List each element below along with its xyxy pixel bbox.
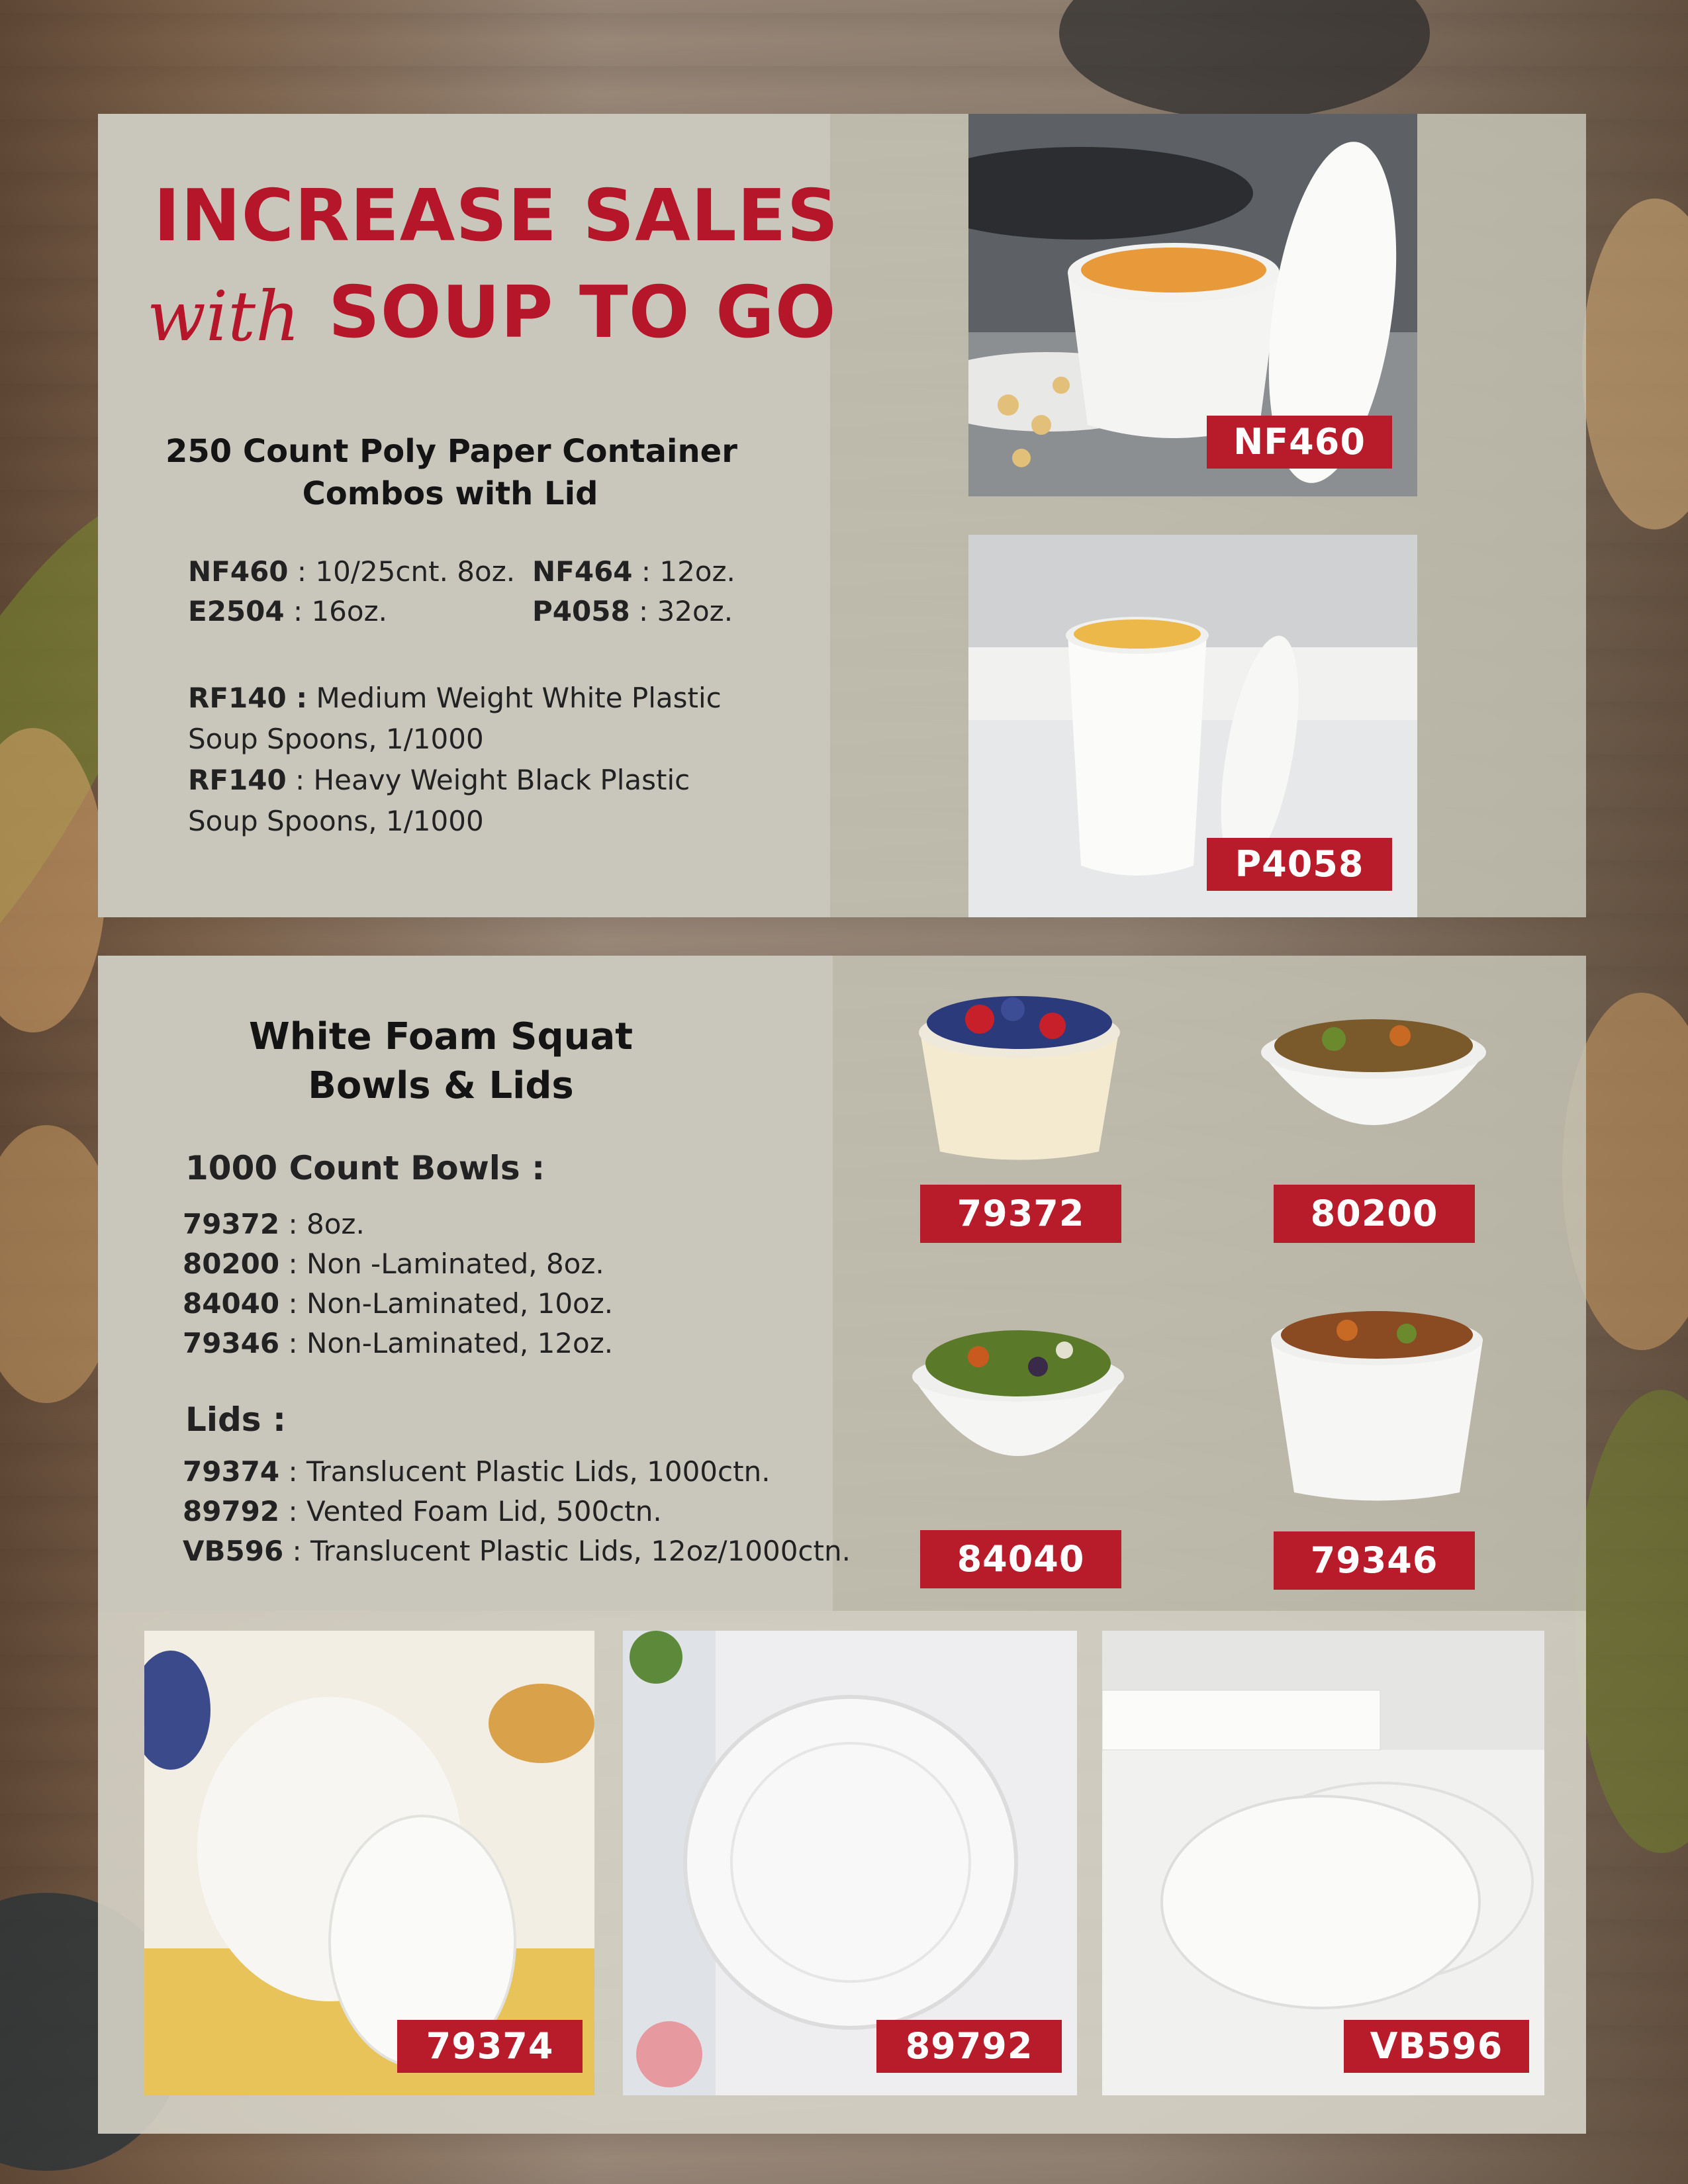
lids-list — [183, 1452, 851, 1571]
bowl-84040-salad — [906, 1317, 1131, 1516]
item-code: 79372 — [183, 1208, 280, 1240]
item-desc: : Non -Laminated, 8oz. — [279, 1248, 604, 1280]
tag-p4058: P4058 — [1207, 838, 1392, 891]
spoon-item-medium — [188, 678, 722, 719]
bowl-80200-stew — [1254, 999, 1493, 1171]
item-code: 79346 — [183, 1327, 280, 1359]
item-desc: : Non-Laminated, 12oz. — [279, 1327, 614, 1359]
section1-item-nf460 — [188, 552, 515, 592]
item-code: NF464 — [532, 555, 633, 588]
bowl-79372-berries — [907, 986, 1132, 1171]
bowls-list — [183, 1205, 613, 1363]
item-desc: : 12oz. — [632, 555, 735, 588]
item-desc: : 8oz. — [279, 1208, 365, 1240]
lid-item-89792 — [183, 1492, 851, 1531]
item-code: VB596 — [183, 1535, 284, 1567]
lids-heading: Lids : — [185, 1400, 286, 1439]
bowl-item-84040 — [183, 1284, 613, 1324]
item-code: P4058 — [532, 595, 630, 627]
tag-nf460: NF460 — [1207, 416, 1392, 469]
item-code: NF460 — [188, 555, 289, 588]
spoon-item-heavy-cont: Soup Spoons, 1/1000 — [188, 805, 484, 837]
bowl-item-80200 — [183, 1244, 613, 1284]
item-desc: : 32oz. — [630, 595, 733, 627]
tag-79346: 79346 — [1274, 1531, 1475, 1590]
section1-item-p4058 — [532, 592, 733, 631]
item-desc: Medium Weight White Plastic — [307, 682, 722, 714]
lid-item-79374 — [183, 1452, 851, 1492]
item-code: RF140 — [188, 764, 287, 796]
section1-item-e2504 — [188, 592, 387, 631]
item-desc: : 10/25cnt. 8oz. — [288, 555, 516, 588]
section1-title-line2: Combos with Lid — [302, 475, 598, 512]
section1-title-line1: 250 Count Poly Paper Container — [165, 433, 737, 470]
item-code: RF140 : — [188, 682, 308, 714]
item-desc: : 16oz. — [284, 595, 387, 627]
bowls-heading: 1000 Count Bowls : — [185, 1149, 545, 1187]
headline-script-word: with — [147, 276, 301, 357]
item-desc: : Translucent Plastic Lids, 1000ctn. — [279, 1455, 771, 1488]
headline-line2: SOUP TO GO — [328, 271, 837, 354]
item-desc: : Heavy Weight Black Plastic — [286, 764, 690, 796]
section2-title-line1: White Foam Squat — [248, 1015, 633, 1058]
item-desc: : Non-Laminated, 10oz. — [279, 1287, 614, 1320]
section1-spoons — [188, 678, 722, 842]
section2-title-line2: Bowls & Lids — [308, 1064, 574, 1107]
bowl-item-79346 — [183, 1324, 613, 1363]
item-code: 80200 — [183, 1248, 280, 1280]
tag-80200: 80200 — [1274, 1185, 1475, 1243]
lid-item-vb596 — [183, 1531, 851, 1571]
section2-title — [196, 1013, 686, 1111]
tag-vb596: VB596 — [1344, 2020, 1529, 2073]
headline-line1: INCREASE SALES — [154, 175, 839, 257]
item-code: 89792 — [183, 1495, 280, 1527]
item-desc: : Translucent Plastic Lids, 12oz/1000ctn. — [283, 1535, 851, 1567]
tag-89792: 89792 — [876, 2020, 1062, 2073]
tag-79374: 79374 — [397, 2020, 583, 2073]
item-code: 84040 — [183, 1287, 280, 1320]
spoon-item-heavy — [188, 760, 722, 801]
spoon-item-medium-cont: Soup Spoons, 1/1000 — [188, 723, 484, 755]
item-desc: : Vented Foam Lid, 500ctn. — [279, 1495, 662, 1527]
tag-79372: 79372 — [920, 1185, 1121, 1243]
tag-84040: 84040 — [920, 1530, 1121, 1588]
section1-title — [165, 430, 735, 515]
section1-item-nf464 — [532, 552, 735, 592]
item-code: 79374 — [183, 1455, 280, 1488]
bowl-item-79372 — [183, 1205, 613, 1244]
bowl-79346-soup — [1261, 1294, 1493, 1512]
item-code: E2504 — [188, 595, 285, 627]
